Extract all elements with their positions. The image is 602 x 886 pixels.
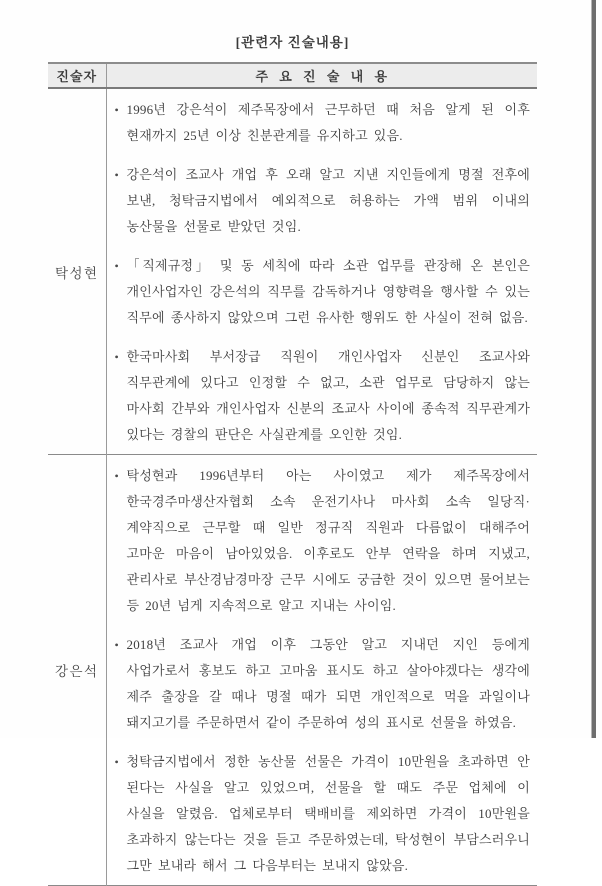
speaker-name: 강은석 [48,455,106,886]
statement-item: • 1996년 강은석이 제주목장에서 근무하던 때 처음 알게 된 이후 현재까지 25년 이상 친분관계를 유지하고 있음. [114,97,531,149]
statement-item: • 강은석이 조교사 개업 후 오래 알고 지낸 지인들에게 명절 전후에 보낸, 청탁금지법에서 예외적으로 허용하는 가액 범위 이내의 농산물을 선물로 받았던 것임. [114,162,531,240]
table-header [48,63,537,88]
statement-table [48,62,537,886]
statement-list [114,463,531,879]
header-row [48,63,537,88]
scan-edge-line [591,0,596,738]
statement-item: • 한국마사회 부서장급 직원이 개인사업자 신분인 조교사와 직무관계에 있다고 인정할 수 없고, 소관 업무로 담당하지 않는 마사회 간부와 개인사업자 신분의 조교사 사이에 종속적 직무관계가 있다는 경찰의 판단은 사실관계를 오인한 것임. [114,344,531,448]
header-speaker: 진술자 [48,63,106,88]
header-content: 주 요 진 술 내 용 [106,63,537,88]
speaker-name: 탁성현 [48,88,106,455]
page-title: [관련자 진술내용] [235,35,350,50]
statement-item: • 2018년 조교사 개업 이후 그동안 알고 지내던 지인 등에게 사업가로서 홍보도 하고 고마움 표시도 하고 살아야겠다는 생각에 제주 출장을 갈 때나 명절 때가 되면 개인적으로 먹을 과일이나 돼지고기를 주문하면서 같이 주문하여 성의 표시로 선물을 하였음. [114,632,531,736]
statement-item: • 청탁금지법에서 정한 농산물 선물은 가격이 10만원을 초과하면 안 된다는 사실을 알고 있었으며, 선물을 할 때도 주문 업체에 이 사실을 알렸음. 업체로부터 택배비를 제외하면 가격이 10만원을 초과하지 않는다는 것을 듣고 주문하였는데, 탁성현이 부담스러우니 그만 보내라 해서 그 다음부터는 보내지 않았음. [114,749,531,879]
table-body [48,88,537,886]
statement-list [114,97,531,448]
table-row [48,455,537,886]
statement-item: • 탁성현과 1996년부터 아는 사이였고 제가 제주목장에서 한국경주마생산자협회 소속 운전기사나 마사회 소속 일당직·계약직으로 근무할 때 일반 정규직 직원과 다름없이 대해주어 고마운 마음이 남아있었음. 이후로도 안부 연락을 하며 지냈고, 관리사로 부산경남경마장 근무 시에도 궁금한 것이 있으면 물어보는 등 20년 넘게 지속적으로 알고 지내는 사이임. [114,463,531,619]
table-row [48,88,537,455]
statement-item: • 「직제규정」 및 동 세칙에 따라 소관 업무를 관장해 온 본인은 개인사업자인 강은석의 직무를 감독하거나 영향력을 행사할 수 있는 직무에 종사하지 않았으며 그런 유사한 행위도 한 사실이 전혀 없음. [114,253,531,331]
statement-content-cell [106,455,537,886]
statement-content-cell [106,88,537,455]
